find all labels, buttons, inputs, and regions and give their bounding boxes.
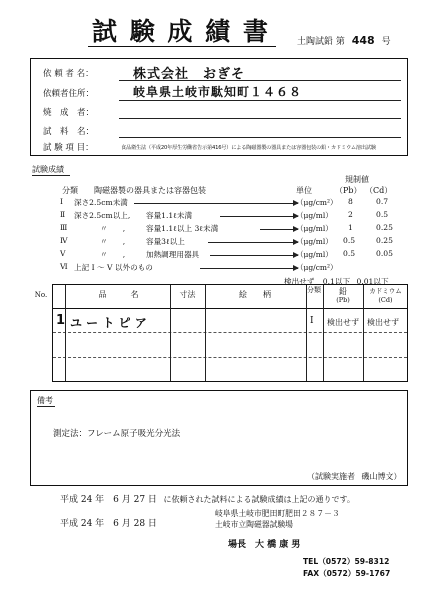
remarks-label-underline	[37, 406, 55, 407]
regulation-roman: Ⅳ	[60, 236, 68, 245]
fax: FAX（0572）59-1767	[303, 569, 391, 578]
regulation-desc: 深さ2.5cm以上,	[74, 211, 131, 220]
regulation-desc: 〃 ,	[100, 237, 126, 246]
header-cd-sub: (Cd)	[378, 296, 393, 304]
regulation-unit: （μg/ml）	[296, 250, 333, 259]
test-item-label: 試 験 項 目：	[43, 143, 94, 153]
request-date: 平成 24 年 6 月 27 日	[60, 495, 157, 505]
regulation-row	[60, 223, 393, 236]
header-pattern: 絵 柄	[239, 290, 271, 299]
report-number-suffix: 号	[381, 37, 391, 47]
client-info-box	[30, 58, 408, 156]
results-title-underline	[32, 175, 70, 176]
regulation-cd: 0.7	[376, 197, 389, 206]
regulation-pb: 0.5	[343, 236, 356, 245]
regulation-roman: Ⅲ	[60, 223, 68, 232]
header-class: 分類	[307, 286, 321, 294]
org-address: 岐阜県土岐市肥田町肥田２８７－３	[215, 509, 340, 518]
row-item: ユ ー ト ピ ア	[70, 316, 147, 330]
regulation-desc: 深さ2.5cm未満	[74, 198, 128, 207]
pb-label: （Pb）	[335, 186, 362, 195]
regulation-arrow	[200, 268, 298, 269]
regulation-desc2: 容量3ℓ以上	[146, 237, 185, 246]
regulation-pb: 8	[348, 197, 353, 206]
measurement-method: 測定法：フレーム原子吸光分光法	[53, 429, 181, 439]
regulation-row	[60, 210, 390, 223]
regulation-row	[60, 249, 393, 262]
table-col-divider	[306, 285, 307, 381]
document-title: 試 験 成 績 書	[92, 17, 270, 46]
statement-text: に依頼された試料による試験成績は上記の通りです。	[163, 495, 355, 504]
client-name-value: 株式会社 おぎそ	[133, 67, 246, 82]
client-address-line	[119, 100, 401, 101]
tester-label: （試験実施者	[307, 472, 355, 481]
regulation-desc: 〃 ,	[100, 224, 126, 233]
remarks-box	[30, 390, 408, 486]
results-section-title: 試験成績	[32, 165, 64, 174]
regulation-arrow	[210, 255, 298, 256]
client-name-label: 依 頼 者 名：	[43, 69, 94, 79]
table-row-divider	[53, 357, 407, 358]
regulation-row	[60, 262, 390, 275]
regulation-unit: （μg/ml）	[296, 237, 333, 246]
report-number-prefix: 土陶試鉛 第	[297, 37, 345, 47]
header-cd: カドミウム	[369, 287, 402, 295]
regulation-desc2: 容量1.1ℓ以上 3ℓ未満	[146, 224, 219, 233]
table-row-divider	[53, 332, 407, 333]
tester-name: 磯山博文）	[361, 472, 402, 481]
regulation-arrow	[208, 242, 298, 243]
regulation-pb: 2	[348, 210, 353, 219]
standard-label: 規制値	[345, 175, 369, 184]
regulation-pb: 1	[348, 223, 353, 232]
issue-statement	[60, 492, 355, 505]
maker-label: 焼 成 者：	[43, 108, 95, 118]
regulation-pb: 0.5	[343, 249, 356, 258]
material-label: 試 料 名：	[43, 127, 95, 137]
row-class: Ⅰ	[310, 316, 314, 326]
report-number	[297, 34, 391, 47]
header-pb-sub: (Pb)	[336, 296, 350, 304]
regulation-unit: （μg/ml）	[296, 224, 333, 233]
row-cd: 検出せず	[367, 318, 399, 327]
material-line	[119, 137, 401, 138]
classification-desc: 陶磁器製の器具または容器包装	[94, 186, 206, 195]
regulation-desc2: 容量1.1ℓ未満	[146, 211, 193, 220]
org-name: 土岐市立陶磁器試験場	[215, 520, 293, 529]
telephone: TEL（0572）59-8312	[303, 557, 390, 566]
regulation-roman: Ⅵ	[60, 262, 68, 271]
test-item-value: 食品衛生法（平成20年厚生労働省告示第416号）による陶磁器製の器具または容器包装の鉛・カドミウム溶出試験	[121, 145, 376, 151]
client-name-line	[119, 80, 401, 81]
regulation-roman: Ⅰ	[60, 197, 63, 206]
tester	[307, 471, 402, 482]
regulation-arrow	[260, 229, 298, 230]
classification-label: 分類	[62, 186, 78, 195]
row-pb: 検出せず	[327, 318, 359, 327]
regulation-unit: （μg/cm²）	[296, 263, 338, 272]
detection-pb: 0.1以下	[322, 277, 351, 286]
maker-line	[119, 118, 401, 119]
client-address-label: 依頼者住所：	[43, 89, 95, 99]
header-no: No.	[34, 291, 48, 299]
header-pb: 鉛	[339, 287, 347, 296]
regulation-unit: （μg/ml）	[296, 211, 333, 220]
table-header-line	[53, 308, 407, 309]
cd-label: （Cd）	[365, 186, 393, 195]
detection-label: 検出せず	[284, 277, 315, 286]
regulation-desc: 〃 ,	[100, 250, 126, 259]
unit-label: 単位	[296, 186, 312, 195]
remarks-label: 備考	[37, 396, 53, 405]
header-item: 品 名	[98, 290, 139, 299]
director-name: 場長 大 橋 康 男	[228, 540, 301, 550]
regulation-roman: Ⅱ	[60, 210, 66, 219]
header-size: 寸法	[179, 290, 196, 299]
regulation-desc2: 加熱調理用器具	[146, 250, 200, 259]
title-underline	[88, 46, 276, 47]
regulation-arrow	[220, 216, 298, 217]
detection-cd: 0.01以下	[356, 277, 389, 286]
regulation-arrow	[134, 203, 298, 204]
row-no: 1	[56, 313, 66, 328]
regulation-unit: （μg/cm²）	[296, 198, 338, 207]
regulation-cd: 0.25	[376, 236, 393, 245]
regulation-row	[60, 236, 393, 249]
report-number-value: 448	[351, 34, 375, 47]
issue-date: 平成 24 年 6 月 28 日	[60, 519, 157, 529]
regulation-desc: 上記 Ⅰ ～ Ⅴ 以外のもの	[74, 263, 153, 272]
client-address-value: 岐阜県土岐市駄知町１４６８	[133, 85, 303, 99]
regulation-cd: 0.05	[376, 249, 393, 258]
regulation-roman: Ⅴ	[60, 249, 66, 258]
regulation-row	[60, 197, 390, 210]
regulation-cd: 0.5	[376, 210, 389, 219]
regulation-cd: 0.25	[376, 223, 393, 232]
